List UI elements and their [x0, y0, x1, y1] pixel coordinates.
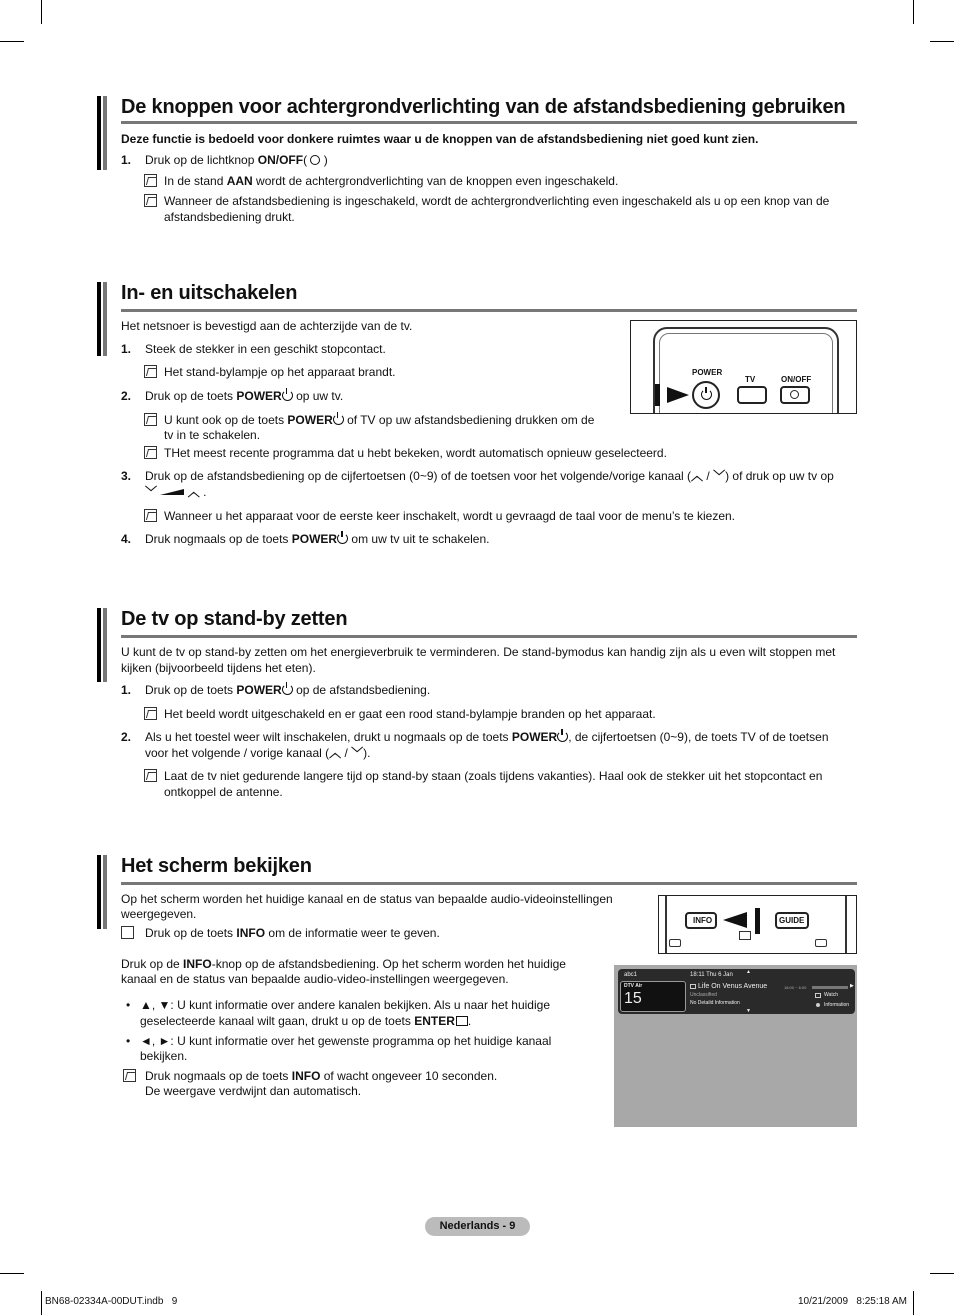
power-label: POWER — [511, 730, 558, 744]
light-bulb-icon — [310, 155, 320, 165]
body-paragraph — [121, 956, 566, 972]
step-text-part: om uw tv uit te schakelen. — [348, 532, 490, 546]
step-text-part: op uw tv. — [292, 389, 344, 403]
note-text: Wanneer de afstandsbediening is ingeschakeld, wordt de achtergrondverlichting even ingeschakeld als u op een knop van de — [164, 194, 830, 208]
footer-timestamp: 10/21/2009 8:25:18 AM — [798, 1296, 907, 1307]
power-label: POWER — [236, 683, 282, 697]
step-text: voor het volgende / vorige kanaal (︿ / ﹀). — [145, 746, 371, 760]
step-text-part: . — [203, 485, 207, 499]
section-bar — [103, 855, 107, 929]
hand-tip-icon — [121, 926, 134, 939]
remote-button — [815, 939, 827, 947]
note-icon — [144, 509, 157, 522]
step-text-part: ) — [323, 153, 328, 167]
section-standby — [97, 608, 857, 808]
step-number: 4. — [121, 532, 132, 546]
note-text-part: of wacht ongeveer 10 seconden. — [320, 1069, 498, 1083]
section-bar — [97, 96, 101, 170]
osd-source: DTV Air — [624, 983, 643, 989]
section-rule — [121, 635, 857, 638]
footer-file-name: BN68-02334A-00DUT.indb 9 — [45, 1296, 178, 1307]
info-label: INFO — [236, 926, 266, 940]
crop-mark — [41, 0, 42, 24]
osd-program-title: Life On Venus Avenue — [698, 983, 768, 990]
crop-mark — [930, 41, 954, 42]
remote-body — [845, 895, 850, 954]
note-text — [145, 1068, 497, 1084]
bullet-text: ◄, ►: U kunt informatie over het gewenste programma op het huidige kanaal — [140, 1034, 552, 1048]
enter-label: ENTER — [414, 1014, 455, 1028]
note-text: Het beeld wordt uitgeschakeld en er gaat een rood stand-bylampje branden op het apparaat. — [164, 707, 656, 721]
note-icon — [144, 413, 157, 426]
onoff-label: ON/OFF — [257, 153, 304, 167]
step-text — [145, 531, 490, 547]
osd-right-arrow-icon: ▶ — [850, 983, 854, 989]
tip-text-part: om de informatie weer te geven. — [265, 926, 440, 940]
pointer-arrow-icon — [723, 912, 747, 928]
power-button-label: POWER — [692, 368, 723, 377]
remote-body — [662, 895, 667, 954]
section-intro: U kunt de tv op stand-by zetten om het energieverbruik te verminderen. De stand-bymodus kan handig zijn als u even wilt stoppen met — [121, 645, 836, 659]
step-text-part: Druk op de afstandsbediening op de cijfertoetsen (0~9) of de toetsen voor het volgende/vorige kanaal ( — [145, 469, 692, 483]
osd-rating: Unclassified — [690, 992, 717, 998]
section-intro: Op het scherm worden het huidige kanaal en de status van bepaalde audio-videoinstellingen — [121, 892, 613, 906]
step-text-part: ) of druk op uw tv op — [725, 469, 834, 483]
osd-datetime: 18:11 Thu 6 Jan — [690, 972, 733, 978]
section-backlight — [97, 96, 857, 236]
osd-detail: No Detaild Information — [690, 1000, 740, 1006]
section-intro: Het netsnoer is bevestigd aan de achterzijde van de tv. — [121, 319, 413, 333]
step-number: 2. — [121, 389, 132, 403]
note-text: THet meest recente programma dat u hebt bekeken, wordt automatisch opnieuw geselecteerd. — [164, 446, 667, 460]
note-icon — [144, 707, 157, 720]
section-rule — [121, 309, 857, 312]
section-bar — [103, 282, 107, 356]
step-text-part: ( — [303, 153, 308, 167]
note-text: De weergave verdwijnt dan automatisch. — [145, 1084, 362, 1098]
step-text: Steek de stekker in een geschikt stopcontact. — [145, 342, 386, 356]
section-bar — [97, 855, 101, 929]
page-number-badge: Nederlands - 9 — [425, 1217, 530, 1236]
tip-text-part: Druk op de toets — [145, 926, 237, 940]
guide-button-label: GUIDE — [779, 916, 805, 925]
note-text: Wanneer u het apparaat voor de eerste keer inschakelt, wordt u gevraagd de taal voor de menu’s te kiezen. — [164, 509, 736, 523]
step-text-part: / — [703, 469, 714, 483]
section-intro: kijken (bijvoorbeeld tijdens het eten). — [121, 661, 316, 675]
info-button-label: INFO — [693, 916, 713, 925]
body-text-part: -knop op de afstandsbediening. Op het scherm worden het huidige — [211, 957, 566, 971]
note-text-part: wordt de achtergrondverlichting van de knoppen even ingeschakeld. — [252, 174, 619, 188]
info-label: INFO — [291, 1069, 321, 1083]
osd-channel-number: 15 — [624, 990, 642, 1007]
osd-program-icon — [690, 984, 696, 989]
note-text-part: U kunt ook op de toets — [164, 413, 288, 427]
bullet-marker: • — [126, 1034, 131, 1048]
osd-time-range: 18:00 ~ 6:00 — [784, 985, 807, 990]
info-label: INFO — [183, 957, 212, 971]
osd-watch-icon — [815, 993, 821, 998]
step-text-part: Druk op de toets — [145, 683, 237, 697]
step-number: 1. — [121, 342, 132, 356]
crop-mark — [913, 0, 914, 24]
chevron-down-icon: ﹀ — [713, 469, 726, 483]
chevron-up-icon: ︿ — [329, 746, 342, 760]
pointer-arrow-icon — [667, 387, 689, 403]
step-text-part: voor het volgende / vorige kanaal ( — [145, 746, 330, 760]
light-bulb-icon — [790, 390, 799, 399]
section-intro: weergegeven. — [121, 907, 197, 921]
remote-button — [669, 939, 681, 947]
section-bar — [97, 282, 101, 356]
step-text — [145, 388, 343, 404]
section-title: In- en uitschakelen — [121, 282, 298, 304]
remote-button — [739, 931, 751, 940]
note-text: Het stand-bylampje op het apparaat brandt. — [164, 365, 396, 379]
bullet-text: bekijken. — [140, 1049, 188, 1063]
step-text-part: ). — [363, 746, 371, 760]
bullet-text-part: . — [467, 1014, 472, 1028]
note-text: tv in te schakelen. — [164, 428, 261, 442]
osd-up-arrow-icon: ▲ — [746, 969, 751, 975]
section-rule — [121, 882, 857, 885]
section-rule — [121, 121, 857, 124]
step-text — [145, 468, 834, 484]
remote-info-figure — [658, 895, 857, 954]
step-number: 3. — [121, 469, 132, 483]
chevron-up-icon: ︿ — [187, 485, 200, 499]
crop-mark — [913, 1291, 914, 1315]
step-text-part: , de cijfertoetsen (0~9), de toets TV of de toetsen — [568, 730, 829, 744]
step-text-part: Druk op de toets — [145, 389, 237, 403]
note-icon — [144, 769, 157, 782]
bullet-marker: • — [126, 998, 131, 1012]
note-text-part: Druk nogmaals op de toets — [145, 1069, 292, 1083]
tv-button — [737, 386, 767, 404]
power-icon — [701, 389, 712, 400]
tv-screen-figure — [614, 965, 857, 1127]
power-icon — [557, 731, 568, 742]
step-number: 1. — [121, 153, 132, 167]
note-text-part: of TV op uw afstandsbediening drukken om de — [343, 413, 595, 427]
crop-mark — [930, 1273, 954, 1274]
tv-button-label: TV — [745, 375, 756, 384]
bullet-text: ▲, ▼: U kunt informatie over andere kanalen bekijken. Als u naar het huidige — [140, 998, 550, 1012]
bullet-text — [140, 1013, 471, 1029]
osd-progress-bar — [812, 986, 848, 989]
step-text-part: op de afstandsbediening. — [292, 683, 431, 697]
note-text: Laat de tv niet gedurende langere tijd op stand-by staan (zoals tijdens vakanties). Haal ook de stekker uit het stopcontact en — [164, 769, 823, 783]
note-text: ontkoppel de antenne. — [164, 785, 283, 799]
note-icon — [144, 446, 157, 459]
note-text: afstandsbediening drukt. — [164, 210, 295, 224]
tip-text — [145, 925, 440, 941]
chevron-down-icon: ﹀ — [351, 746, 364, 760]
note-text — [164, 412, 594, 428]
step-number: 1. — [121, 683, 132, 697]
note-icon — [144, 194, 157, 207]
body-paragraph: kanaal en de status van bepaalde audio-video-instellingen weergegeven. — [121, 972, 509, 986]
power-icon — [337, 533, 348, 544]
note-text — [164, 173, 618, 189]
note-icon — [144, 174, 157, 187]
enter-icon — [456, 1016, 468, 1026]
section-title: Het scherm bekijken — [121, 855, 312, 877]
crop-mark — [0, 41, 24, 42]
note-text-part: In de stand — [164, 174, 227, 188]
section-title: De tv op stand-by zetten — [121, 608, 348, 630]
step-text-part: Als u het toestel weer wilt inschakelen, drukt u nogmaals op de toets — [145, 730, 512, 744]
pointer-arrow-icon — [755, 908, 760, 934]
onoff-button-label: ON/OFF — [781, 375, 812, 384]
section-intro: Deze functie is bedoeld voor donkere ruimtes waar u de knoppen van de afstandsbediening niet goed kunt zien. — [121, 132, 759, 146]
osd-watch-label: Watch — [824, 992, 838, 998]
crop-mark — [0, 1273, 24, 1274]
crop-mark — [41, 1291, 42, 1315]
power-icon — [282, 684, 293, 695]
section-title: De knoppen voor achtergrondverlichting van de afstandsbediening gebruiken — [121, 96, 846, 118]
section-bar — [97, 608, 101, 682]
step-text-part: Druk nogmaals op de toets — [145, 532, 292, 546]
osd-banner — [618, 969, 855, 1014]
power-label: POWER — [236, 389, 282, 403]
pointer-arrow-icon — [655, 384, 660, 406]
section-bar — [103, 96, 107, 170]
chevron-down-icon: ﹀ — [145, 485, 158, 499]
osd-down-arrow-icon: ▼ — [746, 1008, 751, 1014]
section-bar — [103, 608, 107, 682]
body-text-part: Druk op de — [121, 957, 184, 971]
power-icon — [282, 390, 293, 401]
step-text — [145, 729, 829, 745]
osd-info-icon — [816, 1003, 820, 1007]
power-icon — [333, 414, 344, 425]
power-label: POWER — [287, 413, 333, 427]
step-number: 2. — [121, 730, 132, 744]
step-text — [145, 682, 430, 698]
step-text-part: Druk op de lichtknop — [145, 153, 258, 167]
step-text — [145, 484, 206, 500]
remote-power-figure — [630, 320, 857, 414]
bullet-text-part: geselecteerde kanaal wilt gaan, drukt u op de toets — [140, 1014, 415, 1028]
osd-information-label: Information — [824, 1002, 850, 1008]
note-text-bold: AAN — [226, 174, 253, 188]
note-icon — [144, 365, 157, 378]
power-label: POWER — [291, 532, 338, 546]
chevron-up-icon: ︿ — [691, 469, 704, 483]
step-text — [145, 152, 328, 168]
volume-wedge-icon — [160, 489, 184, 495]
note-icon — [123, 1069, 136, 1082]
osd-channel-name: abc1 — [624, 972, 638, 978]
